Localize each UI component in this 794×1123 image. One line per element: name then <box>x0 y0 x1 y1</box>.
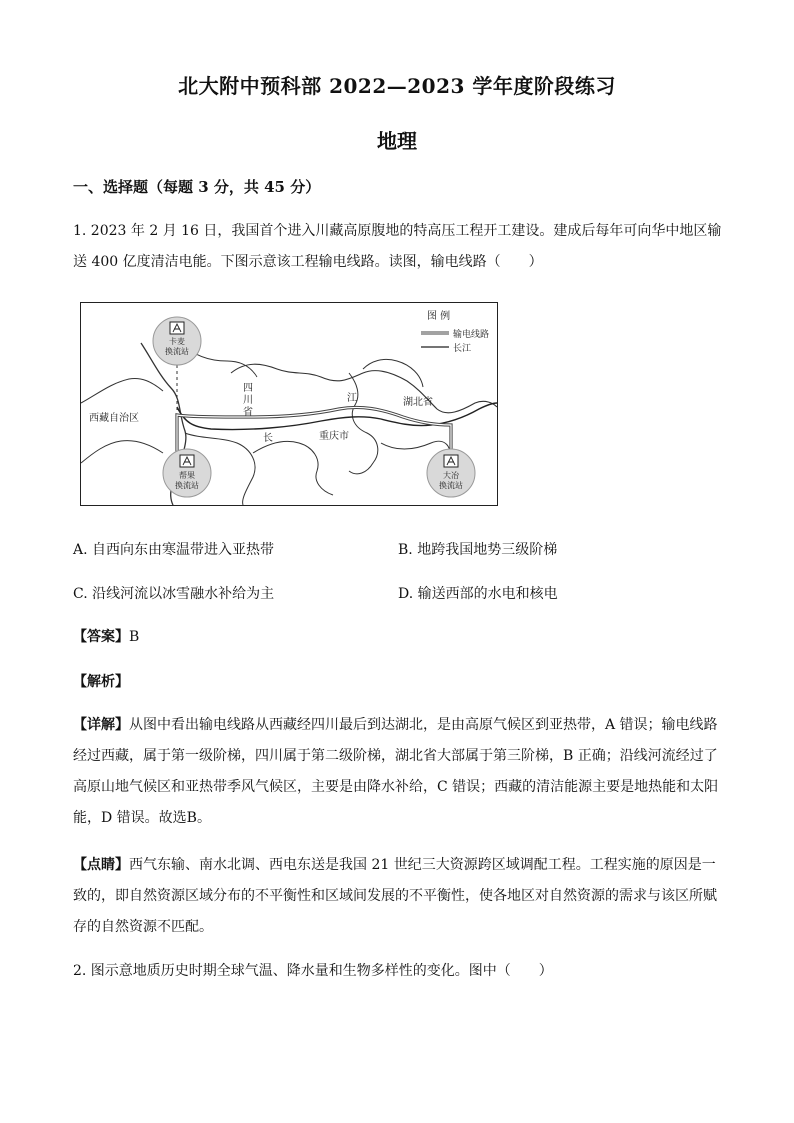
river-label-char-1: 长 <box>263 433 273 444</box>
legend-title: 图 例 <box>427 311 451 322</box>
answer-block <box>73 622 723 653</box>
river-label-char-2: 江 <box>347 393 357 404</box>
station-bangguo-type: 换流站 <box>175 481 199 490</box>
option-d: D. 输送西部的水电和核电 <box>398 586 558 602</box>
answer-value: B <box>129 629 140 645</box>
region-sichuan-char-1: 四 <box>243 383 253 394</box>
station-kamai-type: 换流站 <box>165 347 189 356</box>
region-sichuan-char-2: 川 <box>243 395 253 406</box>
question-2-stem: 2. 图示意地质历史时期全球气温、降水量和生物多样性的变化。图中（ ） <box>73 963 553 979</box>
boundary-line <box>363 359 423 387</box>
detail-tag: 【详解】 <box>73 717 129 733</box>
map-svg <box>81 303 497 505</box>
region-hubei-label: 湖北省 <box>403 397 433 408</box>
boundary-line <box>231 364 497 413</box>
transmission-line <box>177 407 451 463</box>
option-b: B. 地跨我国地势三级阶梯 <box>398 542 558 558</box>
boundary-line <box>253 441 333 495</box>
section-heading: 一、选择题（每题 3 分，共 45 分） <box>73 178 321 196</box>
page-title: 北大附中预科部 2022—2023 学年度阶段练习 <box>178 74 616 98</box>
points-block <box>73 850 723 943</box>
station-kamai-name: 卡麦 <box>169 337 185 346</box>
option-a: A. 自西向东由寒温带进入亚热带 <box>73 542 275 558</box>
station-daye-type: 换流站 <box>439 481 463 490</box>
legend-river-label: 长江 <box>453 344 472 354</box>
answer-tag: 【答案】 <box>73 629 129 645</box>
points-text: 西气东输、南水北调、西电东送是我国 21 世纪三大资源跨区域调配工程。工程实施的原因是一致的，即自然资源区域分布的不平衡性和区域间发展的不平衡性，使各地区对自然资源的需求与该区所赋存的自然资源不匹配。 <box>73 857 717 935</box>
option-c: C. 沿线河流以冰雪融水补给为主 <box>73 586 275 602</box>
boundary-line <box>81 379 163 404</box>
boundary-line <box>81 441 163 463</box>
legend-line-label: 输电线路 <box>453 330 490 340</box>
station-daye-name: 大冶 <box>443 471 459 480</box>
region-chongqing-label: 重庆市 <box>319 431 349 442</box>
analysis-block <box>73 667 723 698</box>
detail-text: 从图中看出输电线路从西藏经四川最后到达湖北，是由高原气候区到亚热带，A 错误；输电线路经过西藏，属于第一级阶梯，四川属于第二级阶梯，湖北省大部属于第三阶梯，B 正确；沿线河流经过了高原山地气候区和亚热带季风气候区，主要是由降水补给，C 错误；西藏的清洁能源主要是地热能和太阳能，D 错误。故选B。 <box>73 717 719 826</box>
points-tag: 【点睛】 <box>73 857 129 873</box>
question-1-stem: 1. 2023 年 2 月 16 日，我国首个进入川藏高原腹地的特高压工程开工建设。建成后每年可向华中地区输送 400 亿度清洁电能。下图示意该工程输电线路。读图，输电线路（ ） <box>73 223 722 270</box>
transmission-line-map <box>80 302 498 506</box>
region-sichuan-char-3: 省 <box>243 407 253 418</box>
subject-title: 地理 <box>377 129 417 153</box>
detail-block <box>73 710 723 834</box>
region-tibet-label: 西藏自治区 <box>89 413 139 424</box>
station-bangguo-name: 帮果 <box>179 471 195 480</box>
analysis-tag: 【解析】 <box>73 674 129 690</box>
boundary-line <box>349 373 378 474</box>
